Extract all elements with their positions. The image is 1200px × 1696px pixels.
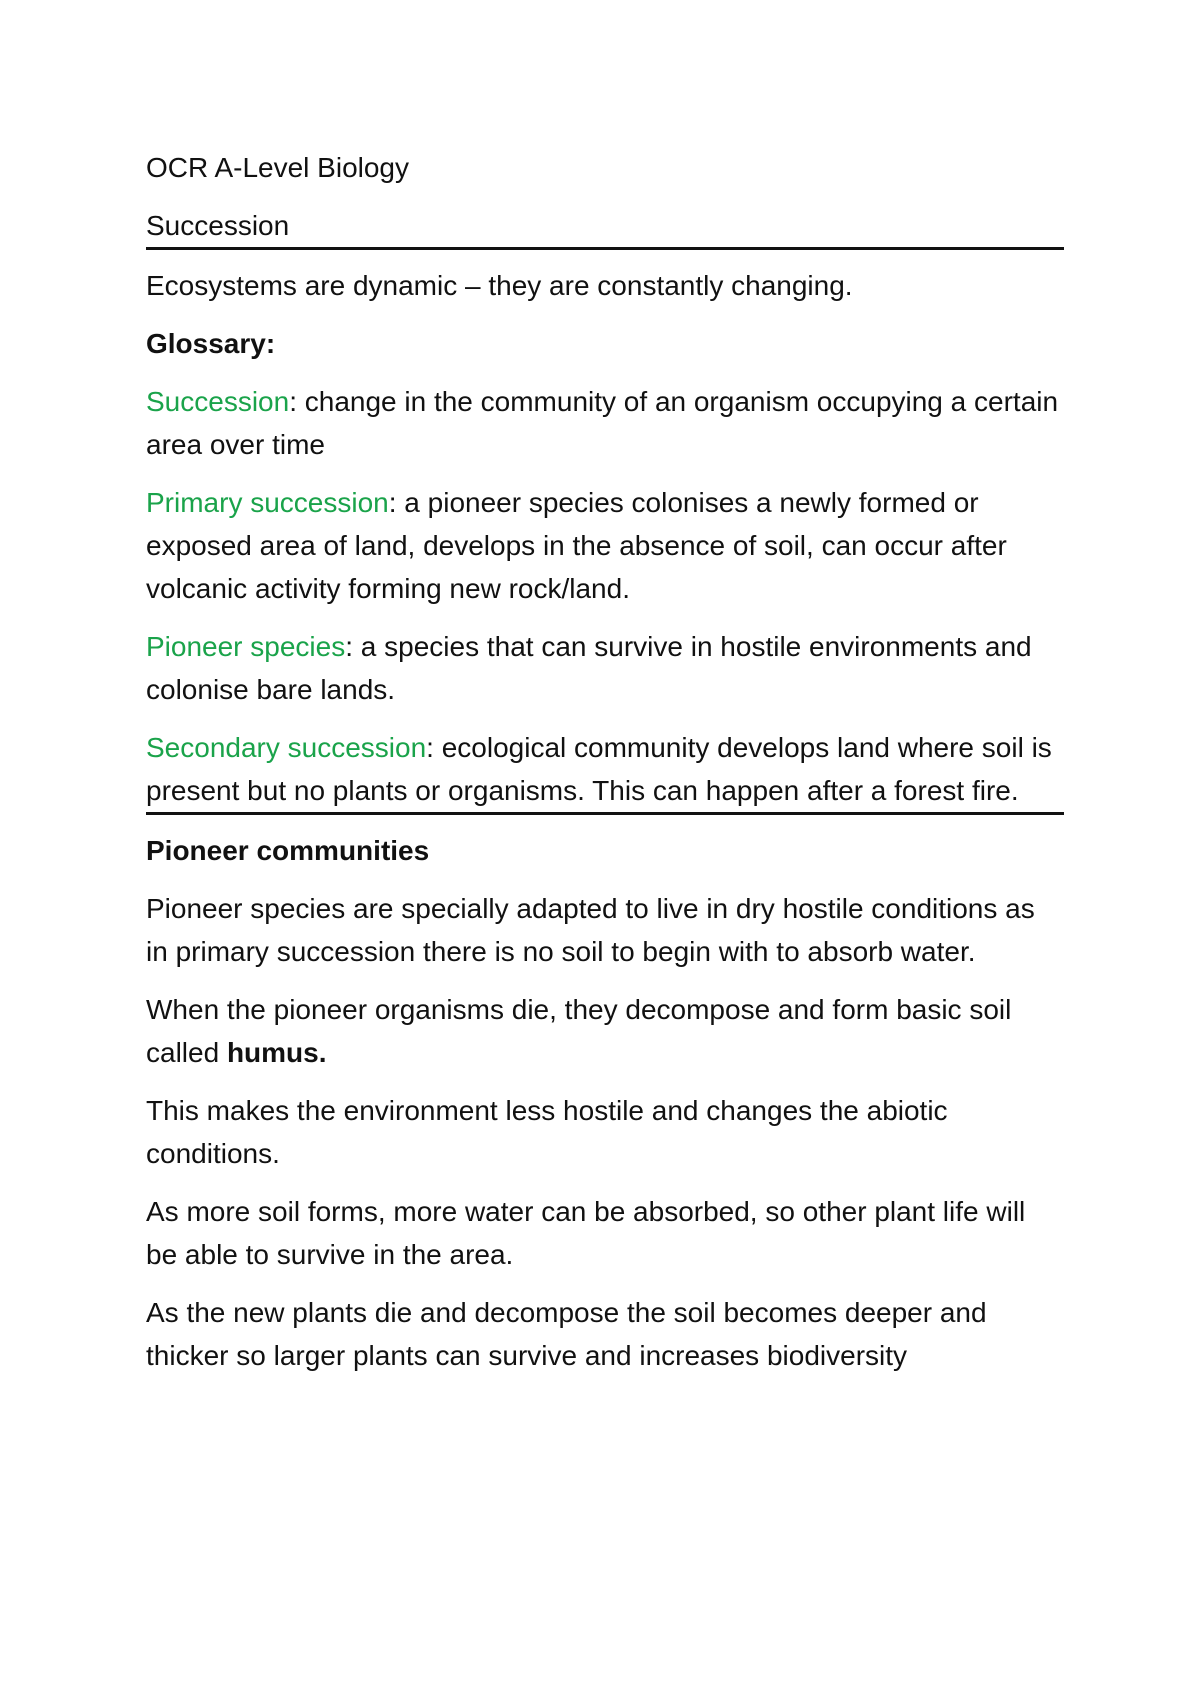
glossary-definition: : a species that can survive in hostile environments and colonise bare lands. (146, 631, 1032, 705)
intro-paragraph: Ecosystems are dynamic – they are constantly changing. (146, 270, 853, 301)
body-paragraph-5: As the new plants die and decompose the soil becomes deeper and thicker so larger plants can survive and increases biodiversity (146, 1297, 987, 1371)
topic-divider (146, 247, 1064, 250)
glossary-term: Pioneer species (146, 631, 346, 662)
course-title: OCR A-Level Biology (146, 152, 410, 183)
document-page (146, 146, 1064, 1392)
glossary-term: Secondary succession (146, 732, 427, 763)
glossary-term: Succession (146, 386, 290, 417)
glossary-entry-primary-succession (146, 481, 1064, 610)
humus-term: humus. (226, 1037, 327, 1068)
glossary-entry-succession (146, 380, 1064, 466)
glossary-definition: : change in the community of an organism occupying a certain area over time (146, 386, 1059, 460)
body-paragraph-1: Pioneer species are specially adapted to live in dry hostile conditions as in primary succession there is no soil to begin with to absorb water. (146, 893, 1035, 967)
body-paragraph-2-text: When the pioneer organisms die, they decompose and form basic soil called (146, 994, 1012, 1068)
glossary-entry-secondary-succession (146, 726, 1064, 812)
body-paragraph-3: This makes the environment less hostile and changes the abiotic conditions. (146, 1095, 948, 1169)
glossary-term: Primary succession (146, 487, 389, 518)
glossary-entry-pioneer-species (146, 625, 1064, 711)
glossary-definition: : a pioneer species colonises a newly formed or exposed area of land, develops in the absence of soil, can occur after volcanic activity forming new rock/land. (146, 487, 1007, 604)
section-heading: Pioneer communities (146, 835, 430, 866)
body-paragraph-2 (146, 988, 1064, 1074)
glossary-heading: Glossary: (146, 328, 276, 359)
topic-title: Succession (146, 210, 290, 241)
glossary-divider (146, 812, 1064, 815)
glossary-definition: : ecological community develops land where soil is present but no plants or organisms. This can happen after a forest fire. (146, 732, 1052, 806)
body-paragraph-4: As more soil forms, more water can be absorbed, so other plant life will be able to survive in the area. (146, 1196, 1026, 1270)
